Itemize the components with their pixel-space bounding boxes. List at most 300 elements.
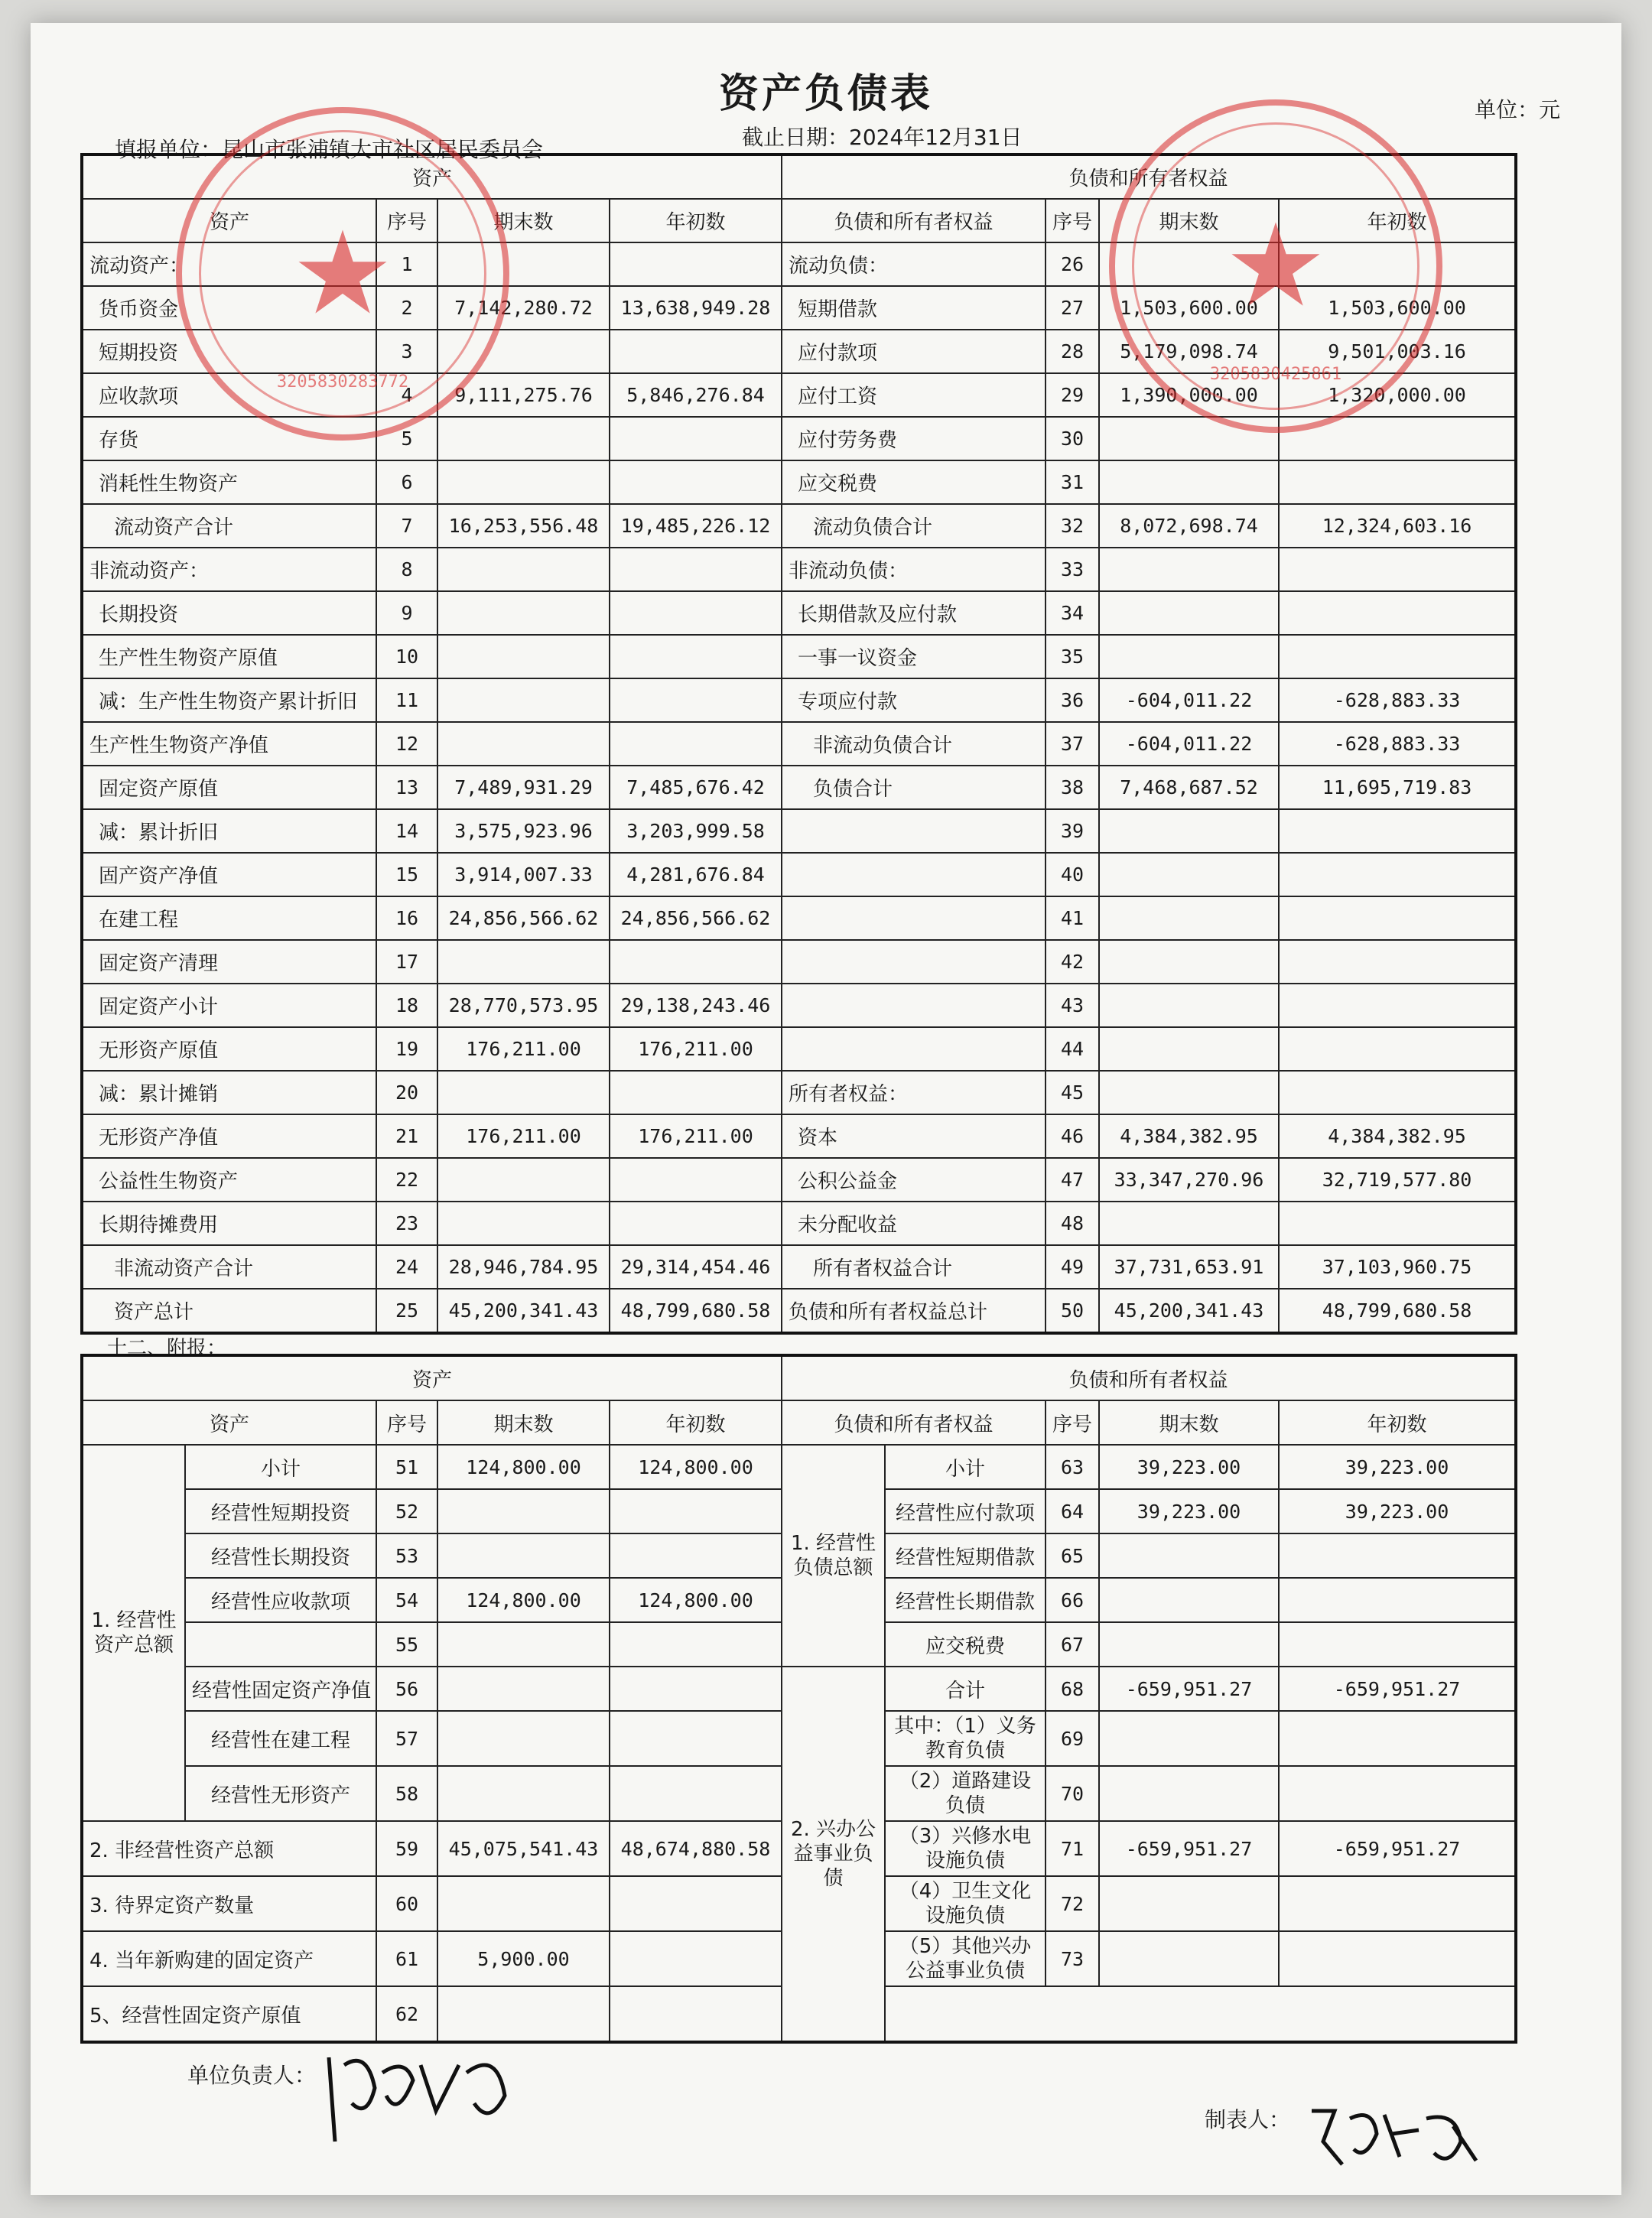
supp-liab-seq: 63 <box>1046 1445 1099 1489</box>
supp-asset-end <box>437 1533 610 1578</box>
balance-row <box>82 1114 1516 1158</box>
liab-seq: 35 <box>1046 635 1099 678</box>
supp-asset-seq: 53 <box>376 1533 437 1578</box>
liab-item-label: 应付款项 <box>782 330 1046 373</box>
stamp-code: 3205830283772 <box>276 372 409 392</box>
supp-asset-seq: 54 <box>376 1578 437 1622</box>
liab-end-value <box>1099 940 1279 984</box>
balance-row <box>82 548 1516 591</box>
asset-seq: 16 <box>376 896 437 940</box>
supp-asset-label: 经营性短期投资 <box>185 1489 376 1533</box>
asset-end-value <box>437 460 610 504</box>
asset-end-value: 16,253,556.48 <box>437 504 610 548</box>
asset-begin-value <box>610 591 782 635</box>
asset-end-value: 7,142,280.72 <box>437 286 610 330</box>
liab-begin-value <box>1279 242 1516 286</box>
liab-item-label <box>782 984 1046 1027</box>
asset-seq: 6 <box>376 460 437 504</box>
balance-row <box>82 984 1516 1027</box>
liab-begin-value: 37,103,960.75 <box>1279 1245 1516 1289</box>
balance-row <box>82 1245 1516 1289</box>
col-seq-right: 序号 <box>1046 199 1099 242</box>
supp-group-liab-operating: 1. 经营性负债总额 <box>782 1445 885 1667</box>
supp-liab-end: -659,951.27 <box>1099 1667 1279 1711</box>
supp-asset-label <box>185 1622 376 1667</box>
liab-item-label <box>782 853 1046 896</box>
supp-liab-seq: 69 <box>1046 1711 1099 1766</box>
supp-asset-end: 124,800.00 <box>437 1445 610 1489</box>
liab-begin-value: 1,320,000.00 <box>1279 373 1516 417</box>
liab-section-header: 负债和所有者权益 <box>782 154 1516 199</box>
asset-item-label: 减：生产性生物资产累计折旧 <box>82 678 376 722</box>
asset-end-value: 3,914,007.33 <box>437 853 610 896</box>
supp-liab-end <box>1099 1578 1279 1622</box>
liab-item-label: 所有者权益： <box>782 1071 1046 1114</box>
balance-row <box>82 1289 1516 1333</box>
liab-item-label: 非流动负债合计 <box>782 722 1046 766</box>
liab-item-label: 流动负债： <box>782 242 1046 286</box>
liab-seq: 42 <box>1046 940 1099 984</box>
asset-seq: 14 <box>376 809 437 853</box>
supp-liab-begin <box>1279 1766 1516 1821</box>
asset-begin-value: 24,856,566.62 <box>610 896 782 940</box>
liab-begin-value <box>1279 635 1516 678</box>
asset-begin-value <box>610 417 782 460</box>
balance-row <box>82 330 1516 373</box>
asset-begin-value: 19,485,226.12 <box>610 504 782 548</box>
asset-seq: 22 <box>376 1158 437 1202</box>
liab-end-value: 7,468,687.52 <box>1099 766 1279 809</box>
asset-end-value: 45,200,341.43 <box>437 1289 610 1333</box>
supp-row <box>82 1445 1516 1489</box>
liab-seq: 29 <box>1046 373 1099 417</box>
balance-row <box>82 286 1516 330</box>
supp-asset-seq: 52 <box>376 1489 437 1533</box>
liab-begin-value: -628,883.33 <box>1279 678 1516 722</box>
document-title: 资产负债表 <box>718 71 933 117</box>
liab-item-label <box>782 940 1046 984</box>
balance-row <box>82 1158 1516 1202</box>
liab-seq: 39 <box>1046 809 1099 853</box>
asset-seq: 2 <box>376 286 437 330</box>
asset-item-label: 减：累计折旧 <box>82 809 376 853</box>
asset-seq: 3 <box>376 330 437 373</box>
asset-item-label: 流动资产： <box>82 242 376 286</box>
liab-end-value <box>1099 853 1279 896</box>
supp-liab-end <box>1099 1766 1279 1821</box>
supp-liab-label: 经营性短期借款 <box>885 1533 1046 1578</box>
liab-end-value <box>1099 417 1279 460</box>
col-end-right: 期末数 <box>1099 199 1279 242</box>
preparer-signature <box>1304 2096 1488 2180</box>
liab-item-label: 应付劳务费 <box>782 417 1046 460</box>
liab-seq: 49 <box>1046 1245 1099 1289</box>
supp-liab-header: 负债和所有者权益 <box>782 1355 1516 1400</box>
supplement-section-label: 十二、附报： <box>107 1337 227 1360</box>
col-end: 期末数 <box>437 199 610 242</box>
asset-begin-value: 13,638,949.28 <box>610 286 782 330</box>
supp-asset-label: 小计 <box>185 1445 376 1489</box>
asset-item-label: 无形资产净值 <box>82 1114 376 1158</box>
supp-liab-seq: 72 <box>1046 1876 1099 1931</box>
asset-end-value: 28,946,784.95 <box>437 1245 610 1289</box>
supp-liab-begin: 39,223.00 <box>1279 1445 1516 1489</box>
supp-col-end: 期末数 <box>437 1400 610 1445</box>
asset-item-label: 非流动资产： <box>82 548 376 591</box>
liab-seq: 45 <box>1046 1071 1099 1114</box>
liab-item-label: 未分配收益 <box>782 1202 1046 1245</box>
asset-begin-value <box>610 1202 782 1245</box>
liab-end-value <box>1099 1202 1279 1245</box>
supp-liab-label: 小计 <box>885 1445 1046 1489</box>
supp-asset-begin <box>610 1876 782 1931</box>
supp-col-begin-right: 年初数 <box>1279 1400 1516 1445</box>
liab-end-value: 33,347,270.96 <box>1099 1158 1279 1202</box>
asset-seq: 24 <box>376 1245 437 1289</box>
asset-item-label: 固定资产清理 <box>82 940 376 984</box>
asset-seq: 9 <box>376 591 437 635</box>
liab-begin-value <box>1279 940 1516 984</box>
supp-liab-end <box>1099 1931 1279 1986</box>
supp-asset-begin <box>610 1711 782 1766</box>
balance-row <box>82 417 1516 460</box>
balance-row <box>82 1071 1516 1114</box>
asset-item-label: 生产性生物资产净值 <box>82 722 376 766</box>
supp-asset-begin: 48,674,880.58 <box>610 1821 782 1876</box>
supp-assets-header: 资产 <box>82 1355 782 1400</box>
supp-column-header-row <box>82 1400 1516 1445</box>
liab-begin-value: -628,883.33 <box>1279 722 1516 766</box>
asset-begin-value: 176,211.00 <box>610 1027 782 1071</box>
liab-begin-value <box>1279 591 1516 635</box>
asset-end-value <box>437 417 610 460</box>
asset-item-label: 存货 <box>82 417 376 460</box>
asset-end-value <box>437 1071 610 1114</box>
supp-liab-label: （2）道路建设负债 <box>885 1766 1046 1821</box>
asset-seq: 17 <box>376 940 437 984</box>
asset-begin-value: 3,203,999.58 <box>610 809 782 853</box>
balance-row <box>82 766 1516 809</box>
supp-section-header-row <box>82 1355 1516 1400</box>
liab-begin-value <box>1279 460 1516 504</box>
supp-liab-label: 经营性应付款项 <box>885 1489 1046 1533</box>
star-icon: ★ <box>1224 200 1328 333</box>
asset-item-label: 减：累计摊销 <box>82 1071 376 1114</box>
liab-begin-value <box>1279 548 1516 591</box>
supp-liab-label: 合计 <box>885 1667 1046 1711</box>
supp-asset-end <box>437 1667 610 1711</box>
asset-item-label: 在建工程 <box>82 896 376 940</box>
asset-seq: 4 <box>376 373 437 417</box>
supp-liab-end: 39,223.00 <box>1099 1445 1279 1489</box>
asset-end-value: 24,856,566.62 <box>437 896 610 940</box>
supp-asset-end <box>437 1766 610 1821</box>
supp-liab-empty <box>885 1986 1516 2042</box>
liab-seq: 36 <box>1046 678 1099 722</box>
liab-end-value <box>1099 1027 1279 1071</box>
asset-end-value <box>437 635 610 678</box>
balance-row <box>82 722 1516 766</box>
liab-begin-value: 4,384,382.95 <box>1279 1114 1516 1158</box>
asset-item-label: 固产资产净值 <box>82 853 376 896</box>
liab-seq: 50 <box>1046 1289 1099 1333</box>
asset-seq: 13 <box>376 766 437 809</box>
supp-asset-begin <box>610 1533 782 1578</box>
asset-seq: 1 <box>376 242 437 286</box>
supplement-table <box>80 1354 1517 2044</box>
supp-group-liab-public: 2. 兴办公益事业负债 <box>782 1667 885 2042</box>
liab-end-value <box>1099 809 1279 853</box>
asset-seq: 11 <box>376 678 437 722</box>
liab-seq: 48 <box>1046 1202 1099 1245</box>
asset-seq: 25 <box>376 1289 437 1333</box>
supp-asset-begin <box>610 1667 782 1711</box>
asset-seq: 19 <box>376 1027 437 1071</box>
asset-end-value: 7,489,931.29 <box>437 766 610 809</box>
liab-item-label: 负债和所有者权益总计 <box>782 1289 1046 1333</box>
liab-begin-value: 11,695,719.83 <box>1279 766 1516 809</box>
asset-seq: 8 <box>376 548 437 591</box>
liab-end-value <box>1099 548 1279 591</box>
liab-seq: 47 <box>1046 1158 1099 1202</box>
liab-seq: 26 <box>1046 242 1099 286</box>
supp-liab-label: （5）其他兴办公益事业负债 <box>885 1931 1046 1986</box>
assets-section-header: 资产 <box>82 154 782 199</box>
supp-liab-seq: 67 <box>1046 1622 1099 1667</box>
supp-asset-begin: 124,800.00 <box>610 1445 782 1489</box>
liab-begin-value <box>1279 417 1516 460</box>
reporting-unit: 填报单位：昆山市张浦镇大市社区居民委员会 <box>115 137 544 162</box>
liab-seq: 37 <box>1046 722 1099 766</box>
supp-row <box>82 1667 1516 1711</box>
liab-item-label: 流动负债合计 <box>782 504 1046 548</box>
supp-col-seq: 序号 <box>376 1400 437 1445</box>
liab-begin-value: 12,324,603.16 <box>1279 504 1516 548</box>
supp-liab-seq: 65 <box>1046 1533 1099 1578</box>
liab-seq: 44 <box>1046 1027 1099 1071</box>
asset-end-value: 176,211.00 <box>437 1027 610 1071</box>
supp-asset-begin <box>610 1986 782 2042</box>
supp-col-end-right: 期末数 <box>1099 1400 1279 1445</box>
supp-asset-end: 5,900.00 <box>437 1931 610 1986</box>
liab-seq: 28 <box>1046 330 1099 373</box>
supp-group-asset-operating: 1. 经营性资产总额 <box>82 1445 185 1821</box>
asset-begin-value <box>610 1071 782 1114</box>
supp-col-begin: 年初数 <box>610 1400 782 1445</box>
liab-end-value: 1,503,600.00 <box>1099 286 1279 330</box>
supp-asset-begin <box>610 1622 782 1667</box>
supp-asset-seq: 51 <box>376 1445 437 1489</box>
supp-liab-begin: -659,951.27 <box>1279 1667 1516 1711</box>
liab-end-value <box>1099 635 1279 678</box>
col-liab-item: 负债和所有者权益 <box>782 199 1046 242</box>
asset-end-value: 9,111,275.76 <box>437 373 610 417</box>
supp-col-asset: 资产 <box>82 1400 376 1445</box>
liab-item-label <box>782 809 1046 853</box>
asset-seq: 5 <box>376 417 437 460</box>
supp-asset-seq: 62 <box>376 1986 437 2042</box>
supp-asset-end: 124,800.00 <box>437 1578 610 1622</box>
asset-end-value <box>437 1158 610 1202</box>
supp-liab-begin <box>1279 1622 1516 1667</box>
asset-begin-value: 5,846,276.84 <box>610 373 782 417</box>
liab-begin-value <box>1279 1202 1516 1245</box>
liab-begin-value: 48,799,680.58 <box>1279 1289 1516 1333</box>
supp-liab-begin <box>1279 1533 1516 1578</box>
liab-item-label: 公积公益金 <box>782 1158 1046 1202</box>
liab-item-label: 专项应付款 <box>782 678 1046 722</box>
asset-begin-value: 29,138,243.46 <box>610 984 782 1027</box>
supp-liab-seq: 66 <box>1046 1578 1099 1622</box>
liab-end-value <box>1099 1071 1279 1114</box>
supp-liab-begin <box>1279 1578 1516 1622</box>
asset-end-value <box>437 722 610 766</box>
asset-item-label: 长期待摊费用 <box>82 1202 376 1245</box>
asset-item-label: 短期投资 <box>82 330 376 373</box>
balance-row <box>82 809 1516 853</box>
balance-row <box>82 940 1516 984</box>
preparer-label: 制表人： <box>1205 2107 1291 2132</box>
liab-item-label: 应付工资 <box>782 373 1046 417</box>
asset-seq: 12 <box>376 722 437 766</box>
col-begin: 年初数 <box>610 199 782 242</box>
supp-asset-label: 3. 待界定资产数量 <box>82 1876 376 1931</box>
asset-item-label: 固定资产小计 <box>82 984 376 1027</box>
supp-liab-label: 应交税费 <box>885 1622 1046 1667</box>
liab-seq: 43 <box>1046 984 1099 1027</box>
asset-item-label: 无形资产原值 <box>82 1027 376 1071</box>
asset-begin-value <box>610 635 782 678</box>
liab-end-value: 45,200,341.43 <box>1099 1289 1279 1333</box>
supp-asset-label: 经营性无形资产 <box>185 1766 376 1821</box>
asset-begin-value: 48,799,680.58 <box>610 1289 782 1333</box>
supp-asset-end <box>437 1622 610 1667</box>
asset-begin-value <box>610 460 782 504</box>
asset-begin-value <box>610 330 782 373</box>
liab-seq: 46 <box>1046 1114 1099 1158</box>
supp-asset-label: 经营性长期投资 <box>185 1533 376 1578</box>
asset-seq: 18 <box>376 984 437 1027</box>
supp-liab-begin: 39,223.00 <box>1279 1489 1516 1533</box>
liab-begin-value <box>1279 896 1516 940</box>
supp-asset-seq: 60 <box>376 1876 437 1931</box>
liab-begin-value <box>1279 984 1516 1027</box>
balance-row <box>82 242 1516 286</box>
asset-seq: 21 <box>376 1114 437 1158</box>
liab-seq: 32 <box>1046 504 1099 548</box>
supp-liab-end <box>1099 1876 1279 1931</box>
liab-item-label: 非流动负债： <box>782 548 1046 591</box>
supp-asset-seq: 59 <box>376 1821 437 1876</box>
asset-item-label: 流动资产合计 <box>82 504 376 548</box>
unit-label: 单位：元 <box>1474 97 1560 122</box>
asset-item-label: 货币资金 <box>82 286 376 330</box>
liab-begin-value <box>1279 809 1516 853</box>
liab-seq: 34 <box>1046 591 1099 635</box>
liab-item-label <box>782 1027 1046 1071</box>
supp-liab-seq: 73 <box>1046 1931 1099 1986</box>
supp-col-seq-right: 序号 <box>1046 1400 1099 1445</box>
col-asset-item: 资产 <box>82 199 376 242</box>
col-seq: 序号 <box>376 199 437 242</box>
report-date: 截止日期：2024年12月31日 <box>742 125 1023 150</box>
asset-seq: 10 <box>376 635 437 678</box>
supp-asset-label: 5、经营性固定资产原值 <box>82 1986 376 2042</box>
column-header-row <box>82 199 1516 242</box>
asset-end-value: 176,211.00 <box>437 1114 610 1158</box>
leader-signature <box>321 2034 520 2149</box>
asset-item-label: 资产总计 <box>82 1289 376 1333</box>
supp-asset-end <box>437 1711 610 1766</box>
supp-liab-begin <box>1279 1876 1516 1931</box>
supp-liab-label: （4）卫生文化设施负债 <box>885 1876 1046 1931</box>
supp-asset-seq: 61 <box>376 1931 437 1986</box>
asset-item-label: 长期投资 <box>82 591 376 635</box>
supp-liab-begin: -659,951.27 <box>1279 1821 1516 1876</box>
supp-liab-label: 其中：（1）义务教育负债 <box>885 1711 1046 1766</box>
balance-row <box>82 591 1516 635</box>
supp-col-liab: 负债和所有者权益 <box>782 1400 1046 1445</box>
asset-end-value <box>437 330 610 373</box>
section-header-row <box>82 154 1516 199</box>
asset-end-value <box>437 940 610 984</box>
supp-asset-label: 经营性在建工程 <box>185 1711 376 1766</box>
asset-item-label: 消耗性生物资产 <box>82 460 376 504</box>
supp-asset-begin <box>610 1489 782 1533</box>
balance-row <box>82 504 1516 548</box>
asset-item-label: 公益性生物资产 <box>82 1158 376 1202</box>
unit-leader-label: 单位负责人： <box>187 2063 317 2088</box>
supp-asset-end <box>437 1876 610 1931</box>
asset-begin-value <box>610 940 782 984</box>
liab-begin-value: 32,719,577.80 <box>1279 1158 1516 1202</box>
liab-begin-value: 9,501,003.16 <box>1279 330 1516 373</box>
liab-item-label: 所有者权益合计 <box>782 1245 1046 1289</box>
asset-item-label: 固定资产原值 <box>82 766 376 809</box>
balance-sheet-table <box>80 153 1517 1335</box>
supp-asset-begin <box>610 1931 782 1986</box>
asset-end-value <box>437 548 610 591</box>
supp-liab-begin <box>1279 1711 1516 1766</box>
balance-row <box>82 853 1516 896</box>
asset-end-value: 3,575,923.96 <box>437 809 610 853</box>
asset-item-label: 非流动资产合计 <box>82 1245 376 1289</box>
star-icon: ★ <box>291 207 395 340</box>
liab-end-value: 1,390,000.00 <box>1099 373 1279 417</box>
supp-liab-seq: 64 <box>1046 1489 1099 1533</box>
supp-liab-end: 39,223.00 <box>1099 1489 1279 1533</box>
supp-liab-begin <box>1279 1931 1516 1986</box>
balance-row <box>82 460 1516 504</box>
liab-begin-value: 1,503,600.00 <box>1279 286 1516 330</box>
liab-item-label: 长期借款及应付款 <box>782 591 1046 635</box>
liab-item-label: 资本 <box>782 1114 1046 1158</box>
liab-item-label: 负债合计 <box>782 766 1046 809</box>
supp-asset-label: 经营性固定资产净值 <box>185 1667 376 1711</box>
liab-item-label: 应交税费 <box>782 460 1046 504</box>
asset-end-value <box>437 242 610 286</box>
supp-liab-seq: 68 <box>1046 1667 1099 1711</box>
liab-item-label: 短期借款 <box>782 286 1046 330</box>
asset-end-value <box>437 678 610 722</box>
supp-asset-label: 4. 当年新购建的固定资产 <box>82 1931 376 1986</box>
asset-item-label: 生产性生物资产原值 <box>82 635 376 678</box>
asset-end-value <box>437 591 610 635</box>
liab-item-label <box>782 896 1046 940</box>
liab-end-value <box>1099 591 1279 635</box>
liab-item-label: 一事一议资金 <box>782 635 1046 678</box>
asset-begin-value <box>610 678 782 722</box>
